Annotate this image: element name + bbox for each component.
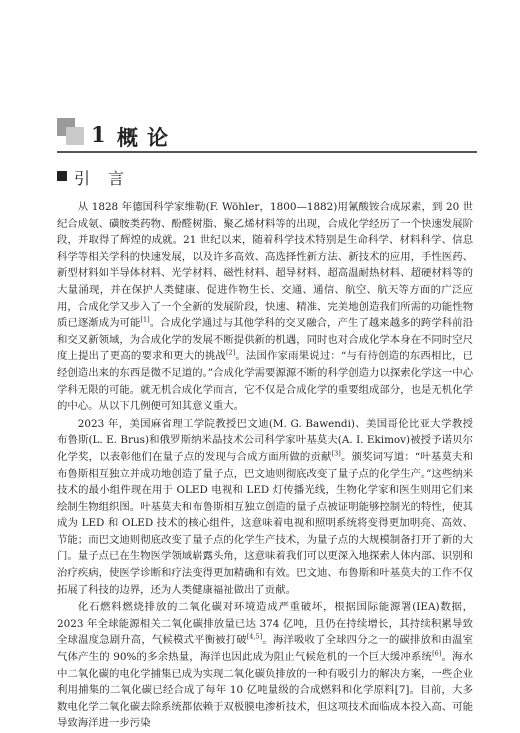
paragraph-1-text: 从 1828 年德国科学家维勒(F. Wöhler，1800—1882)用氰酸铵合成尿素，到 20 世纪合成氨、磺胺类药物、酚醛树脂、聚乙烯材料等的出现，合成化学经历了一个快速发展阶段，并取得了辉煌的成就。21 世纪以来，随着科学技术特别是生命科学、材料科学、信息科学等相关学科的快速发展，以及许多高效、高选择性新方法、新技术的应用，手性医药、新型材料如半导体材料、光学材料、磁性材料、超导材料、超高温耐热材料、超硬材料等的大量涌现，并在保护人类健康、促进作物生长、交通、通信、航空、航天等方面的广泛应用，合成化学又步入了一个全新的发展阶段，快速、精准、完美地创造我们所需的功能性物质已逐渐成为可能 [57, 201, 473, 330]
citation: [3] [331, 449, 341, 458]
paragraph-3-text: 化石燃料燃烧排放的二氧化碳对环境造成严重破坏，根据国际能源署(IEA)数据，2023 年全球能源相关二氧化碳排放量已达 374 亿吨，且仍在持续增长，其持续积累导致全球温度急剧升高，气候模式平衡被打破 [57, 601, 473, 647]
paragraph-3-text-end: 。海水中二氧化碳的电化学捕集已成为实现二氧化碳负排放的一种有吸引力的解决方案，一些企业利用捕集的二氧化碳已经合成了每年 10 亿吨量级的合成燃料和化学原料[7]。目前，大多数电化学二氧化碳去除系统都依赖于双极膜电渗析技术，但这项技术面临成本投入高、可能导致海洋进一步污染 [57, 651, 473, 730]
chapter-number: 1 [91, 122, 107, 147]
paragraph-1-text-end: 。法国作家雨果说过：“与有待创造的东西相比，已经创造出来的东西是微不足道的。”合成化学需要源源不断的科学创造力以探索化学这一中心学科无限的可能。就无机合成化学而言，它不仅是合成化学的重要组成部分，也是无机化学的中心。从以下几例便可知其意义重大。 [57, 350, 473, 413]
paragraph-3 [57, 599, 473, 732]
citation: [2] [225, 348, 236, 357]
paragraph-2-text-cont: 。颁奖词写道：“叶基莫夫和布鲁斯相互独立并成功地创造了量子点，巴文迪则彻底改变了量子点的化学生产。”这些纳米技术的最小组件现在用于 OLED 电视和 LED 灯传播光线，生物化学家和医生则用它们来绘制生物组织图。叶基莫夫和布鲁斯相互独立创造的量子点被证明能够控制光的特性，使其成为 LED 和 OLED 技术的核心组件，这意味着电视和照明系统将变得更加明亮、高效、节能；而巴文迪则彻底改变了量子点的化学生产技术，为量子点的大规模制备打开了新的大门。量子点已在生物医学领域崭露头角，这意味着我们可以更深入地探索人体内部、识别和治疗疾病，使医学诊断和疗法变得更加精确和有效。巴文迪、布鲁斯和叶基莫夫的工作不仅拓展了科技的边界，还为人类健康福祉做出了贡献。 [57, 450, 474, 596]
heading-square-light [66, 127, 84, 145]
section-title: 引言 [74, 169, 143, 188]
paragraph-2-text: 2023 年，美国麻省理工学院教授巴文迪(M. G. Bawendi)、美国哥伦比亚大学教授布鲁斯(L. E. Brus)和俄罗斯纳米晶技术公司科学家叶基莫夫(A. I. Ekimov)被授予诺贝尔化学奖，以表彰他们在量子点的发现与合成方面所做的贡献 [57, 417, 473, 463]
chapter-heading [57, 118, 477, 154]
paragraph-1-text-cont: 。合成化学通过与其他学科的交叉融合，产生了越来越多的跨学科前沿和交叉新领域，为合成化学的发展不断提供新的机遇，同时也对合成化学本身在不同时空尺度上提出了更高的要求和更大的挑战 [57, 317, 474, 363]
citation: [6] [432, 649, 442, 658]
citation: [4,5] [246, 632, 263, 641]
citation: [1] [140, 315, 150, 324]
section-bullet-square [57, 171, 67, 181]
body-text [57, 199, 473, 733]
chapter-rule [57, 151, 477, 153]
paragraph-3-text-cont: 。海洋吸收了全球四分之一的碳排放和由温室气体产生的 90%的多余热量，海洋也因此成为阻止气候危机的一个巨大缓冲系统 [57, 634, 474, 664]
paragraph-1 [57, 199, 473, 415]
chapter-title: 概论 [117, 125, 177, 150]
paragraph-2 [57, 416, 473, 599]
